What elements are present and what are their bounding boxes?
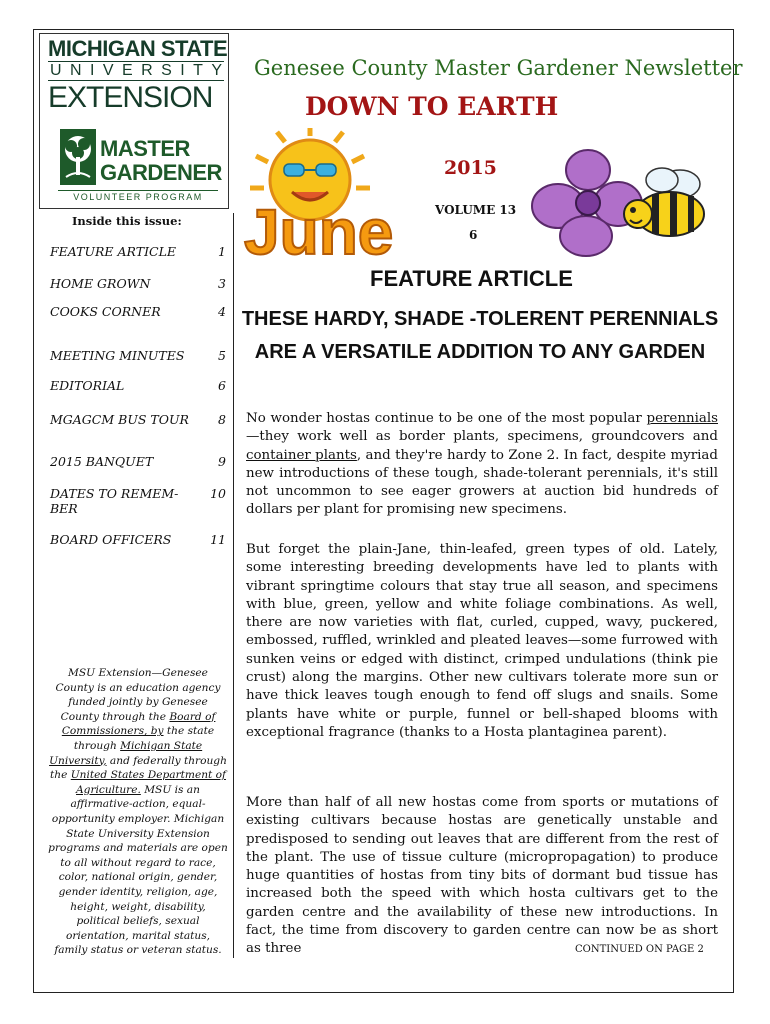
- toc-item-banquet[interactable]: [50, 454, 230, 469]
- msu-logo-line2: [48, 61, 224, 81]
- toc-item-page: 1: [218, 244, 226, 259]
- toc-heading: Inside this issue:: [72, 214, 182, 228]
- perennials-link[interactable]: perennials: [646, 411, 718, 426]
- toc-item-page: 3: [218, 276, 226, 291]
- msu-letter: N: [70, 62, 82, 79]
- toc-item-page: 5: [218, 348, 226, 363]
- toc-item-dates[interactable]: [50, 486, 230, 516]
- disclaimer-text: the state through: [73, 725, 215, 752]
- msu-letter: I: [180, 62, 185, 79]
- issue-year: 2015: [444, 157, 497, 179]
- toc-item-page: 9: [218, 454, 226, 469]
- volume-label: VOLUME 13: [435, 203, 517, 217]
- bee-icon: [624, 168, 704, 236]
- article-headline: THESE HARDY, SHADE -TOLERENT PERENNIALS ARE A VERSATILE ADDITION TO ANY GARDEN: [241, 308, 719, 363]
- msu-letter: U: [50, 62, 62, 79]
- container-plants-link[interactable]: container plants: [246, 447, 357, 463]
- msu-letter: R: [141, 62, 153, 79]
- toc-item-page: 4: [218, 304, 226, 319]
- toc-item-bus-tour[interactable]: [50, 412, 230, 427]
- msu-letter: I: [90, 62, 95, 79]
- disclaimer-text: and federally through the: [50, 754, 227, 782]
- article-paragraph-1: [246, 410, 718, 520]
- msu-letter: S: [161, 62, 172, 79]
- msu-logo-line1: MICHIGAN STATE: [48, 36, 228, 61]
- toc-item-title: BOARD OFFICERS: [50, 532, 172, 547]
- toc-item-title: COOKS CORNER: [50, 304, 161, 319]
- msu-logo-line3: EXTENSION: [48, 81, 213, 114]
- toc-item-title: MEETING MINUTES: [50, 348, 185, 363]
- disclaimer-text: MSU is an affirmative-action, equal-opportunity employer. Michigan State University Extension programs and materials are open to all without regard to race, color, national origin, gender, gender identity, religion, age, height, weight, disability, political beliefs, sexual orientation, marital status, family status or veteran status.: [48, 783, 228, 957]
- toc-item-title: MGAGCM BUS TOUR: [50, 412, 189, 427]
- msu-link[interactable]: Michigan State University,: [49, 739, 203, 767]
- toc-item-title: EDITORIAL: [50, 378, 125, 393]
- issue-number: 6: [469, 228, 478, 242]
- article-paragraph-3: More than half of all new hostas come from sports or mutations of existing cultivars because hostas are genetically unstable and predisposed to sending out leaves that are different from the rest of the plant. The use of tissue culture (micropropagation) to produce huge quantities of hostas from tiny bits of dormant bud tissue has increased both the speed with which hosta cultivars get to the garden centre and the availability of these new introductions. In fact, the time from discovery to garden centre can now be as short as three: [246, 795, 718, 957]
- master-gardener-logo-word3: VOLUNTEER PROGRAM: [58, 190, 218, 202]
- june-word: June: [244, 196, 394, 258]
- toc-item-title: HOME GROWN: [50, 276, 151, 291]
- msu-letter: Y: [211, 62, 222, 79]
- board-of-commissioners-link[interactable]: Board of Commissioners, by: [61, 710, 216, 738]
- continued-on-page[interactable]: CONTINUED ON PAGE 2: [575, 944, 704, 955]
- flower-bee-illustration: [530, 148, 720, 260]
- sidebar-divider: [233, 213, 234, 958]
- toc-item-home-grown[interactable]: [50, 276, 230, 291]
- toc-item-cooks-corner[interactable]: [50, 304, 230, 319]
- paragraph-text: No wonder hostas continue to be one of the most popular: [246, 411, 647, 426]
- toc-item-feature-article[interactable]: [50, 244, 230, 259]
- page-title: DOWN TO EARTH: [305, 92, 559, 121]
- msu-letter: T: [193, 62, 203, 79]
- toc-item-page: 6: [218, 378, 226, 393]
- section-label: FEATURE ARTICLE: [370, 266, 573, 291]
- toc-item-page: 10: [210, 486, 226, 501]
- usda-link[interactable]: United States Department of Agriculture.: [70, 769, 226, 796]
- flower-icon: [532, 150, 642, 256]
- toc-item-meeting-minutes[interactable]: [50, 348, 230, 363]
- msu-letter: V: [102, 62, 114, 79]
- toc-item-board-officers[interactable]: [50, 532, 230, 547]
- toc-item-title: FEATURE ARTICLE: [50, 244, 177, 259]
- toc-item-page: 11: [210, 532, 226, 547]
- disclaimer-text: MSU Extension—Genesee County is an education agency funded jointly by Genesee County through the: [55, 667, 221, 723]
- toc-item-editorial[interactable]: [50, 378, 230, 393]
- newsletter-title: Genesee County Master Gardener Newsletter: [254, 56, 743, 80]
- toc-item-page: 8: [218, 412, 226, 427]
- logo-box: [39, 33, 229, 209]
- paragraph-text: —they work well as border plants, specimens, groundcovers and: [246, 429, 718, 445]
- toc-item-title: 2015 BANQUET: [50, 454, 154, 469]
- sun-june-illustration: [240, 128, 440, 258]
- master-gardener-logo-word2: GARDENER: [100, 160, 222, 185]
- paragraph-text: , and they're hardy to Zone 2. In fact, despite myriad new introductions of these tough, shade-tolerant perennials, it's still not uncommon to see eager growers at auction bid hundreds of dollars per plant for promising new specimens.: [246, 447, 718, 518]
- msu-letter: E: [122, 62, 133, 79]
- master-gardener-logo-word1: MASTER: [100, 136, 190, 161]
- msu-disclaimer: [48, 666, 228, 958]
- article-paragraph-2: But forget the plain-Jane, thin-leafed, green types of old. Lately, some interesting breeding developments have led to plants with vibrant springtime colours that stay true all season, and specimens with blue, green, yellow and white foliage combinations. As well, there are now varieties with flat, curled, cupped, wavy, puckered, embossed, ruffled, wrinkled and pleated leaves—some furrowed with sunken veins or edged with distinct, crimped undulations (think pie crust) along the margins. Other new cultivars tolerate more sun or have thick leaves tough enough to fend off slugs and snails. Some plants have white or purple, funnel or bell-shaped blooms with exceptional fragrance (thanks to a Hosta plantaginea parent).: [246, 542, 718, 740]
- toc-item-title: DATES TO REMEM-BER: [50, 486, 179, 516]
